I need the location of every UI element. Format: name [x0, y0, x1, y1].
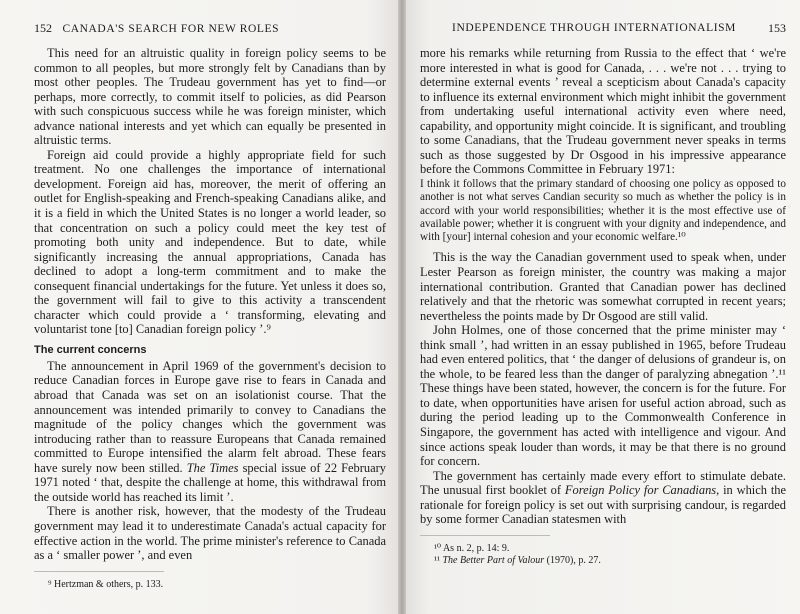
section-heading: The current concerns — [34, 343, 147, 356]
italic-title: The Better Part of Valour — [442, 554, 545, 566]
left-body-text — [34, 46, 386, 591]
paragraph — [34, 359, 386, 504]
paragraph: more his remarks while returning from Russia to the effect that ‘ we're more interested in what is good for Canada, . . . we're not . . . trying to determine external events ’ reveal a scepticism about Canada's capacity to influence its external environment which might inhibit the government from undertaking useful international activity even where need, capability, and opportunity might coincide. It is significant, and troubling to some Canadians, that the Trudeau government never speaks in terms such as those suggested by Dr Osgood in his impressive appearance before the Commons Committee in February 1971: — [420, 46, 786, 177]
left-page — [0, 0, 398, 614]
paragraph: There is another risk, however, that the modesty of the Trudeau government may lead it to underestimate Canada's actual capacity for effective action in the world. The prime minister's reference to Canada as a ‘ smaller power ’, and even — [34, 504, 386, 563]
right-body-text — [420, 46, 786, 567]
book-gutter — [398, 0, 406, 614]
footnote-rule — [34, 571, 164, 575]
right-page-number: 153 — [768, 21, 786, 35]
right-page — [406, 0, 800, 614]
right-running-head — [420, 20, 786, 36]
footnote-rule — [420, 535, 550, 539]
paragraph-text: , in which the rationale for foreign policy is set out with surprising candour, is regarded by some former Canadian statesmen with — [420, 483, 787, 527]
paragraph-text: The government has certainly made every effort to stimulate debate. The unusual first booklet of — [420, 468, 786, 498]
footnote: ¹⁰ As n. 2, p. 14: 9. — [434, 542, 510, 554]
paragraph: This is the way the Canadian government used to speak when, under Lester Pearson as foreign minister, the country was making a major international contribution. Granted that Canadian power has declined relatively and that the rhetoric was somewhat corrupted in recent years; nevertheless the points made by Dr Osgood are still valid. — [420, 250, 786, 323]
left-page-number: 152 — [34, 21, 52, 35]
paragraph: Foreign aid could provide a highly appropriate field for such treatment. No one challenges the importance of international development. Foreign aid has, moreover, the merit of offering an outlet for English-speaking and French-speaking Canadians alike, and it is a field in which the United States is no longer a world leader, so that concentration on such a policy could meet the key test of promoting both unity and independence. But to date, while significantly increasing the annual appropriations, Canada has declined to adopt a long-term commitment and to make the consequent financial undertakings for the future. Yet unless it does so, the government will fail to give to this activity a transcendent character which could provide a ‘ transforming, elevating and voluntarist tone [to] Canadian foreign policy ’.⁹ — [34, 147, 386, 337]
left-running-title: CANADA'S SEARCH FOR NEW ROLES — [62, 23, 280, 35]
paragraph: This need for an altruistic quality in foreign policy seems to be common to all peoples, but more strongly felt by Canadians than by most other peoples. The Trudeau government has yet to find—or perhaps, more correctly, to commit itself to policies, as did Pearson with such conspicuous success while he was foreign minister, which advance national interests and yet which can equally be presented in altruistic terms. — [34, 46, 386, 148]
italic-title: Foreign Policy for Canadians — [564, 483, 717, 498]
paragraph-text: special issue of 22 February 1971 noted ‘ that, despite the challenge at home, this withdrawal from the outside world has reached its limit ’. — [34, 460, 387, 504]
footnote — [434, 555, 786, 567]
paragraph: John Holmes, one of those concerned that the prime minister may ‘ think small ’, had written in an essay published in 1965, before Trudeau had even entered politics, that ‘ the danger of delusions of grandeur is, on the whole, to be feared less than the danger of paralyzing abnegation ’.¹¹ These things have been stated, however, the concern is for the future. For to date, when opportunities have arisen for useful action abroad, such as during the period leading up to the Commonwealth Conference in Singapore, the government has acted with intelligence and vigour. And since actions speak louder than words, it may be that there is no ground for concern. — [420, 323, 786, 469]
italic-title: The Times — [186, 460, 239, 475]
paragraph — [420, 469, 786, 527]
left-running-head — [34, 20, 386, 36]
right-running-title: INDEPENDENCE THROUGH INTERNATIONALISM — [452, 22, 736, 34]
block-quote: I think it follows that the primary standard of choosing one policy as opposed to another is not what serves Candian security so much as whether the policy is in accord with your world responsibilities; whether it is the most effective use of available power; whether it is congruent with your dignity and independence, and with [your] internal cohesion and your economic welfare.¹⁰ — [420, 177, 786, 244]
footnote-text: (1970), p. 27. — [544, 554, 601, 566]
footnote-number: ¹¹ — [434, 554, 443, 566]
footnote: ⁹ Hertzman & others, p. 133. — [48, 578, 164, 590]
paragraph-text: The announcement in April 1969 of the government's decision to reduce Canadian forces in Europe gave rise to fears in Canada and abroad that Canada was set on an isolationist course. That the announcement was intended primarily to convey to Canadians the magnitude of the policy changes which the government was introducing rather than to reassure Europeans that Canada remained committed to Europe intensified the alarm felt abroad. These fears have surely now been stilled. — [34, 358, 386, 475]
